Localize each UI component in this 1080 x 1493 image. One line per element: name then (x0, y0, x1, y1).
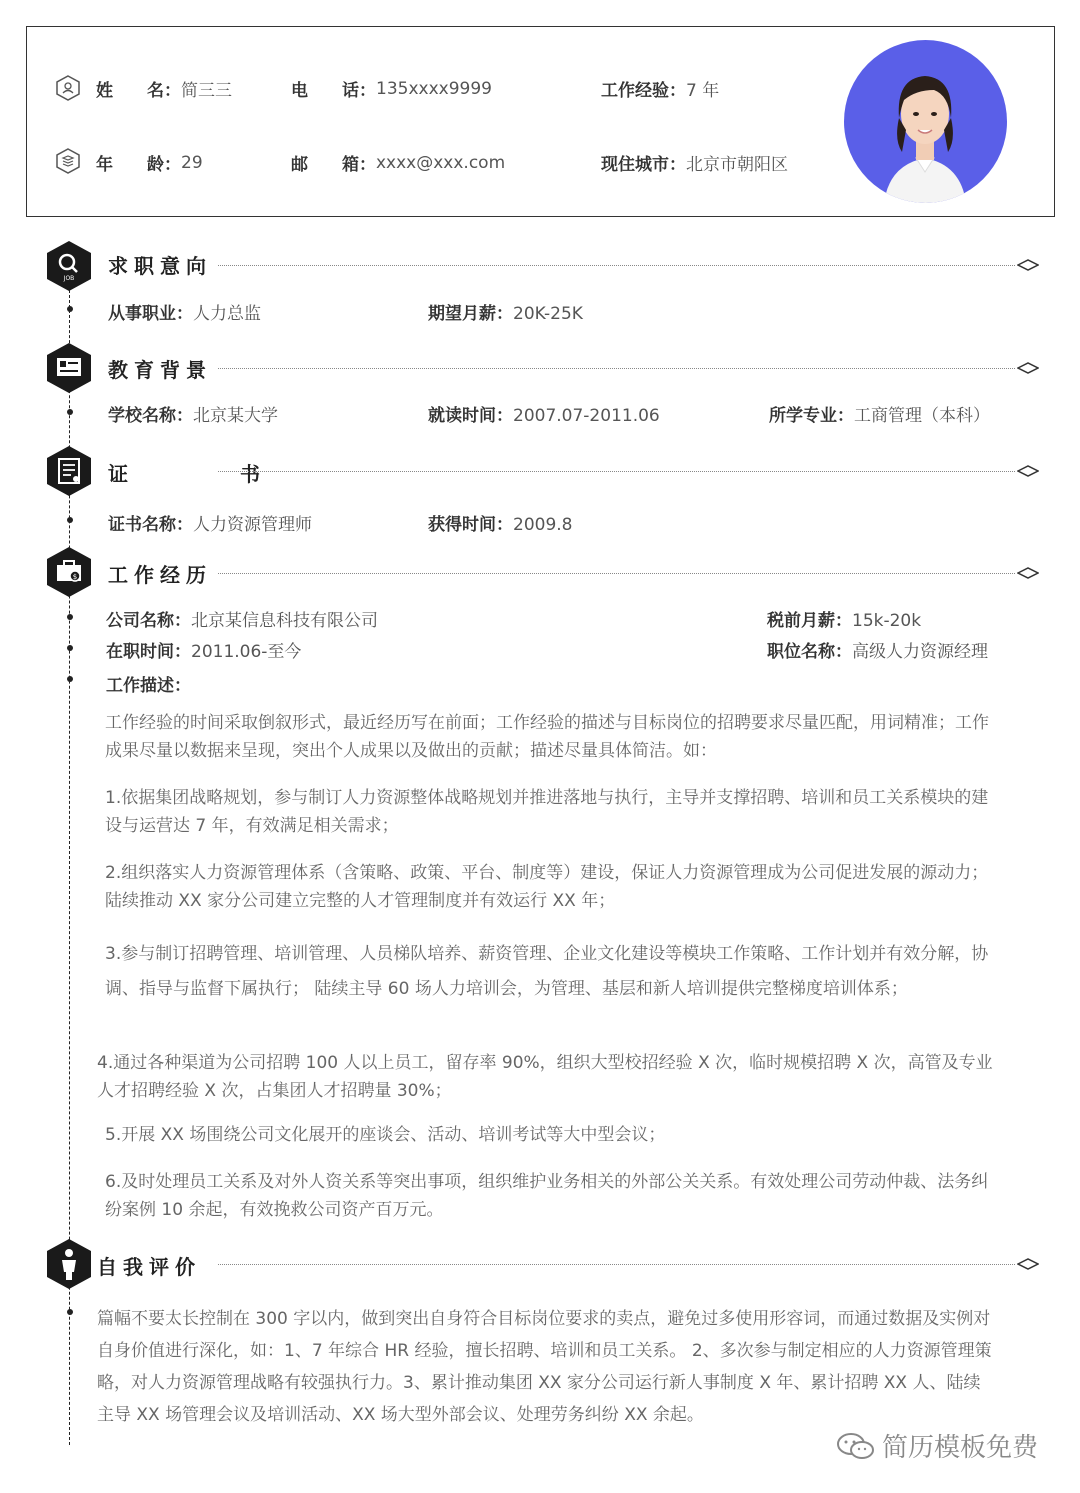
education-icon (46, 342, 92, 394)
phone-row (291, 76, 492, 101)
experience-row (601, 76, 719, 101)
svg-text:JOB: JOB (63, 275, 75, 282)
watermark-text: 简历模板免费 (882, 1433, 1039, 1463)
job-search-icon (46, 240, 92, 292)
self-evaluation-text: 篇幅不要太长控制在 300 字以内，做到突出自身符合目标岗位要求的卖点，避免过多使用形容词，而通过数据及实例对自身价值进行深化，如：1、7 年综合 HR 经验，擅长招聘、培训和员工关系。 2、多次参与制定相应的人力资源管理策略，对人力资源管理战略有较强执行力。3、累计推动集团 XX 家分公司运行新人事制度 X 年、累计招聘 XX 人、陆续主导 XX 场管理会议及培训活动、XX 场大型外部会议、处理劳务纠纷 XX 余起。 (97, 1309, 992, 1425)
diamond-icon (1017, 465, 1039, 477)
intent-salary (428, 299, 583, 324)
timeline-dot (67, 676, 73, 682)
section-title-self: 自我评价 (97, 1255, 201, 1279)
diamond-icon (1017, 1258, 1039, 1270)
work-paragraph: 1.依据集团战略规划，参与制订人力资源整体战略规划并推进落地与执行，主导并支撑招聘、培训和员工关系模块的建设与运营达 7 年，有效满足相关需求； (105, 788, 989, 836)
section-divider (218, 573, 1015, 574)
section-title-work: 工作经历 (108, 563, 212, 587)
timeline-dot (67, 614, 73, 620)
cert-name-label: 证书名称： (108, 515, 193, 535)
email-row (291, 150, 505, 175)
certificate-icon (46, 445, 92, 497)
cert-date-value: 2009.8 (513, 515, 573, 535)
work-period (106, 637, 301, 662)
edu-school (108, 401, 278, 426)
cert-date (428, 510, 572, 535)
avatar (844, 40, 1007, 203)
name-row (96, 76, 232, 101)
edu-major (769, 401, 990, 426)
work-desc-heading (106, 671, 191, 696)
section-divider (218, 1264, 1015, 1265)
work-desc-label: 工作描述： (106, 676, 191, 696)
section-title-intent: 求职意向 (108, 254, 212, 278)
work-job-title-label: 职位名称： (767, 642, 852, 662)
email-label: 邮 箱： (291, 155, 376, 175)
cert-date-label: 获得时间： (428, 515, 513, 535)
watermark (836, 1427, 1038, 1464)
timeline-dot (67, 306, 73, 312)
intent-salary-label: 期望月薪： (428, 304, 513, 324)
briefcase-icon (46, 546, 92, 598)
diamond-icon (1017, 567, 1039, 579)
section-title-certificate (108, 458, 306, 487)
work-salary (767, 606, 921, 631)
edu-school-label: 学校名称： (108, 406, 193, 426)
email-value: xxxx@xxx.com (376, 152, 506, 173)
experience-label: 工作经验： (601, 81, 686, 101)
work-period-label: 在职时间： (106, 642, 191, 662)
svg-text:$: $ (72, 573, 78, 581)
phone-value: 135xxxx9999 (376, 78, 492, 99)
work-company (106, 606, 378, 631)
work-job-title (767, 637, 988, 662)
timeline-dot (67, 1309, 73, 1315)
work-period-value: 2011.06-至今 (191, 642, 302, 662)
work-paragraph: 4.通过各种渠道为公司招聘 100 人以上员工，留存率 90%，组织大型校招经验 X 次，临时规模招聘 X 次，高管及专业人才招聘经验 X 次，占集团人才招聘量 30%； (97, 1053, 993, 1101)
name-value: 简三三 (181, 81, 232, 101)
work-paragraph: 工作经验的时间采取倒叙形式，最近经历写在前面；工作经验的描述与目标岗位的招聘要求尽量匹配，用词精准；工作成果尽量以数据来呈现，突出个人成果以及做出的贡献；描述尽量具体简洁。如： (105, 713, 989, 761)
work-paragraph: 2.组织落实人力资源管理体系（含策略、政策、平台、制度等）建设，保证人力资源管理成为公司促进发展的源动力； 陆续推动 XX 家分公司建立完整的人才管理制度并有效运行 XX 年； (105, 863, 989, 911)
age-label: 年 龄： (96, 155, 181, 175)
experience-value: 7 年 (686, 81, 720, 101)
portrait-illustration (844, 40, 1007, 203)
edu-period-value: 2007.07-2011.06 (513, 406, 660, 426)
certificate-title-text: 证 书 (108, 462, 306, 486)
diamond-icon (1017, 259, 1039, 271)
person-icon (46, 1238, 92, 1290)
wechat-icon (836, 1431, 876, 1461)
name-label: 姓 名： (96, 81, 181, 101)
intent-position-label: 从事职业： (108, 304, 193, 324)
edu-school-value: 北京某大学 (193, 406, 278, 426)
city-value: 北京市朝阳区 (686, 155, 788, 175)
diamond-icon (1017, 362, 1039, 374)
age-row (96, 150, 203, 175)
section-divider (218, 265, 1015, 266)
work-paragraph: 3.参与制订招聘管理、培训管理、人员梯队培养、薪资管理、企业文化建设等模块工作策略、工作计划并有效分解，协调、指导与监督下属执行； 陆续主导 60 场人力培训会，为管理、基层和新人培训提供完整梯度培训体系； (105, 944, 989, 999)
intent-salary-value: 20K-25K (513, 304, 583, 324)
timeline-dot (67, 409, 73, 415)
edu-major-value: 工商管理（本科） (854, 406, 990, 426)
cert-name (108, 510, 312, 535)
user-icon (55, 75, 81, 101)
city-row (601, 150, 788, 175)
cert-name-value: 人力资源管理师 (193, 515, 312, 535)
work-salary-label: 税前月薪： (767, 611, 852, 631)
age-value: 29 (181, 152, 203, 173)
intent-position (108, 299, 261, 324)
work-company-value: 北京某信息科技有限公司 (191, 611, 378, 631)
work-paragraph: 6.及时处理员工关系及对外人资关系等突出事项，组织维护业务相关的外部公关关系。有效处理公司劳动仲裁、法务纠纷案例 10 余起，有效挽救公司资产百万元。 (105, 1172, 989, 1220)
edu-major-label: 所学专业： (769, 406, 854, 426)
layers-icon (55, 148, 81, 174)
timeline-dot (67, 517, 73, 523)
intent-position-value: 人力总监 (193, 304, 261, 324)
section-divider (218, 368, 1015, 369)
section-title-education: 教育背景 (108, 358, 212, 382)
timeline-dot (67, 645, 73, 651)
city-label: 现住城市： (601, 155, 686, 175)
edu-period (428, 401, 660, 426)
edu-period-label: 就读时间： (428, 406, 513, 426)
work-job-title-value: 高级人力资源经理 (852, 642, 988, 662)
work-salary-value: 15k-20k (852, 611, 922, 631)
work-company-label: 公司名称： (106, 611, 191, 631)
phone-label: 电 话： (291, 81, 376, 101)
section-divider (218, 471, 1015, 472)
work-paragraph: 5.开展 XX 场围绕公司文化展开的座谈会、活动、培训考试等大中型会议； (105, 1125, 666, 1145)
